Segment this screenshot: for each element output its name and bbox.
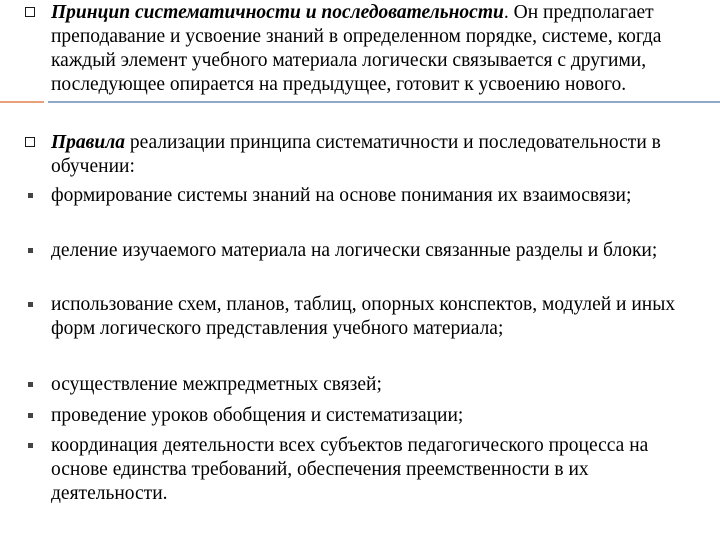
list-item: [51, 184, 681, 208]
principle-paragraph: [51, 1, 681, 97]
list-item-text: координация деятельности всех субъектов педагогического процесса на основе единства требований, обеспечения преемственности в их деятельности.: [51, 435, 649, 504]
list-item-text: формирование системы знаний на основе понимания их взаимосвязи;: [51, 185, 632, 206]
principle-title: Принцип систематичности и последовательности: [51, 2, 504, 23]
rules-title: Правила: [51, 132, 125, 153]
square-bullet-icon: [25, 137, 35, 147]
list-item: [51, 293, 681, 341]
list-item: [51, 373, 681, 397]
small-square-bullet-icon: [28, 193, 33, 198]
list-item-text: использование схем, планов, таблиц, опорных конспектов, модулей и иных форм логического представления учебного материала;: [51, 294, 676, 339]
small-square-bullet-icon: [28, 443, 33, 448]
rules-paragraph: [51, 131, 681, 179]
list-item-text: проведение уроков обобщения и систематизации;: [51, 405, 464, 426]
small-square-bullet-icon: [28, 302, 33, 307]
rules-text: реализации принципа систематичности и последовательности в обучении:: [51, 132, 661, 177]
list-item: [51, 239, 681, 263]
small-square-bullet-icon: [28, 382, 33, 387]
list-item-text: осуществление межпредметных связей;: [51, 374, 382, 395]
small-square-bullet-icon: [28, 248, 33, 253]
accent-line-right: [48, 101, 720, 103]
small-square-bullet-icon: [28, 413, 33, 418]
accent-line-left: [0, 101, 44, 103]
square-bullet-icon: [25, 7, 35, 17]
list-item-text: деление изучаемого материала на логически связанные разделы и блоки;: [51, 240, 658, 261]
list-item: [51, 434, 681, 506]
list-item: [51, 404, 681, 428]
principle-text: . Он предполагает преподавание и усвоение знаний в определенном порядке, системе, когда каждый элемент учебного материала логически связывается с другими, последующее опирается на предыдущее, готовит к усвоению нового.: [51, 2, 662, 95]
